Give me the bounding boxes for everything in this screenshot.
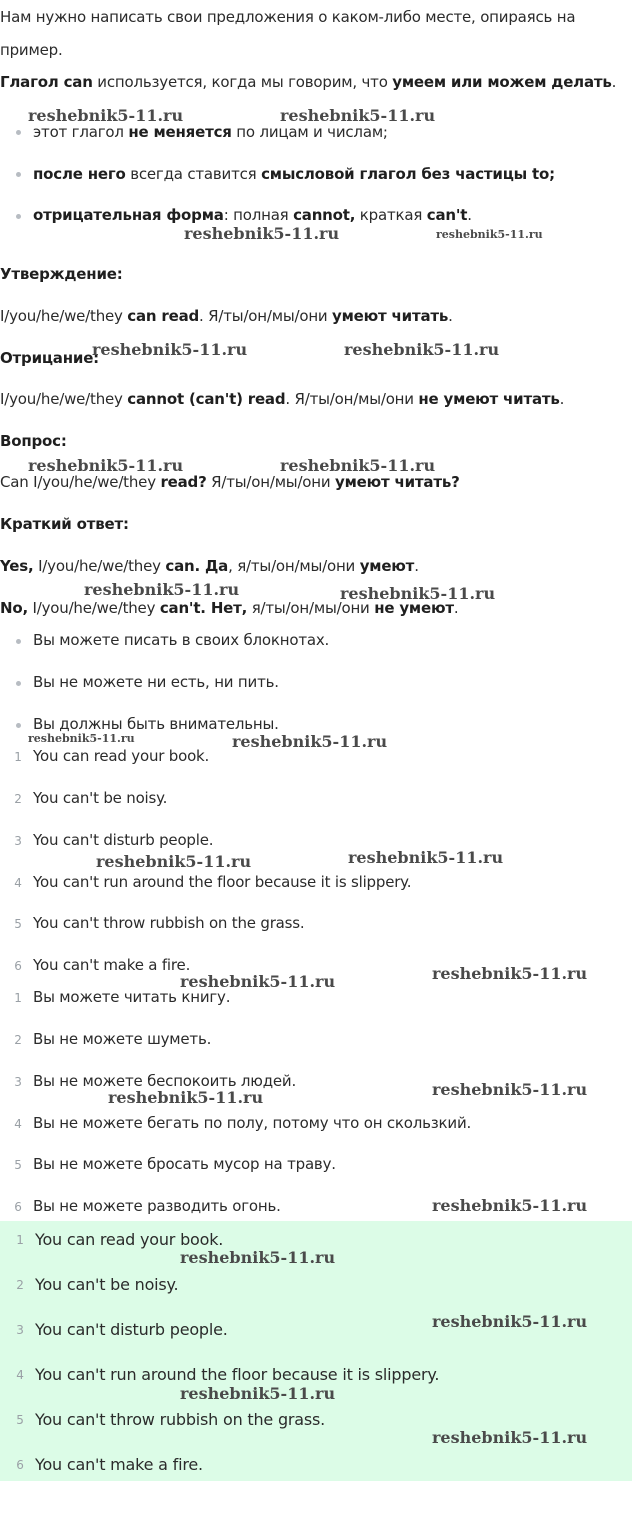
- answer-item: You can't be noisy.: [35, 1275, 179, 1294]
- list-number: 1: [14, 991, 22, 1005]
- list-item: You can't disturb people.: [33, 831, 214, 849]
- answer-item: You can read your book.: [35, 1230, 224, 1249]
- list-number: 2: [14, 1033, 22, 1047]
- watermark: reshebnik5-11.ru: [432, 1428, 588, 1447]
- bullet-item: отрицательная форма: полная cannot, краткая can't.: [33, 206, 472, 224]
- list-number: 2: [14, 792, 22, 806]
- watermark: reshebnik5-11.ru: [432, 1196, 588, 1215]
- list-item: You can't make a fire.: [33, 956, 191, 974]
- list-number: 4: [16, 1368, 24, 1382]
- list-number: 5: [14, 917, 22, 931]
- list-item: Вы не можете бегать по полу, потому что он скользкий.: [33, 1114, 472, 1132]
- watermark: reshebnik5-11.ru: [92, 340, 248, 359]
- list-item: Вы не можете беспокоить людей.: [33, 1072, 297, 1090]
- list-number: 3: [14, 1075, 22, 1089]
- example-sentence: Yes, I/you/he/we/they can. Да, я/ты/он/мы/они умеют.: [0, 557, 419, 575]
- bullet-item: этот глагол не меняется по лицам и числам;: [33, 123, 388, 141]
- rule-sentence: Глагол can используется, когда мы говорим, что умеем или можем делать.: [0, 73, 617, 91]
- section-heading: Вопрос:: [0, 432, 67, 450]
- section-heading: Утверждение:: [0, 265, 123, 283]
- watermark: reshebnik5-11.ru: [340, 584, 496, 603]
- section-heading: Отрицание:: [0, 349, 99, 367]
- watermark: reshebnik5-11.ru: [184, 224, 340, 243]
- list-number: 3: [14, 834, 22, 848]
- list-item: Вы можете читать книгу.: [33, 988, 231, 1006]
- list-number: 2: [16, 1278, 24, 1292]
- watermark: reshebnik5-11.ru: [432, 1080, 588, 1099]
- list-item: You can read your book.: [33, 747, 210, 765]
- example-sentence: I/you/he/we/they cannot (can't) read. Я/ты/он/мы/они не умеют читать.: [0, 390, 565, 408]
- watermark: reshebnik5-11.ru: [344, 340, 500, 359]
- list-item: Вы не можете бросать мусор на траву.: [33, 1155, 336, 1173]
- list-item: Вы можете писать в своих блокнотах.: [33, 631, 330, 649]
- list-item: You can't be noisy.: [33, 789, 168, 807]
- watermark: reshebnik5-11.ru: [432, 964, 588, 983]
- bullet-dot: [16, 681, 21, 686]
- list-item: You can't run around the floor because it is slippery.: [33, 873, 412, 891]
- intro-line: пример.: [0, 41, 63, 59]
- watermark: reshebnik5-11.ru: [180, 1384, 336, 1403]
- watermark: reshebnik5-11.ru: [28, 106, 184, 125]
- bullet-dot: [16, 130, 21, 135]
- list-item: Вы не можете разводить огонь.: [33, 1197, 281, 1215]
- answer-item: You can't run around the floor because it is slippery.: [35, 1365, 440, 1384]
- bullet-dot: [16, 172, 21, 177]
- bullet-dot: [16, 214, 21, 219]
- example-sentence: No, I/you/he/we/they can't. Нет, я/ты/он/мы/они не умеют.: [0, 599, 459, 617]
- answer-item: You can't disturb people.: [35, 1320, 228, 1339]
- list-item: Вы не можете ни есть, ни пить.: [33, 673, 279, 691]
- list-item: You can't throw rubbish on the grass.: [33, 914, 305, 932]
- watermark: reshebnik5-11.ru: [108, 1088, 264, 1107]
- watermark: reshebnik5-11.ru: [180, 972, 336, 991]
- watermark: reshebnik5-11.ru: [432, 1312, 588, 1331]
- example-sentence: Can I/you/he/we/they read? Я/ты/он/мы/они умеют читать?: [0, 473, 460, 491]
- list-number: 1: [14, 750, 22, 764]
- list-number: 1: [16, 1233, 24, 1247]
- watermark: reshebnik5-11.ru: [180, 1248, 336, 1267]
- bullet-dot: [16, 639, 21, 644]
- list-item: Вы не можете шуметь.: [33, 1030, 212, 1048]
- watermark: reshebnik5-11.ru: [348, 848, 504, 867]
- list-item: Вы должны быть внимательны.: [33, 715, 279, 733]
- list-number: 5: [16, 1413, 24, 1427]
- list-number: 6: [16, 1458, 24, 1472]
- example-sentence: I/you/he/we/they can read. Я/ты/он/мы/они умеют читать.: [0, 307, 453, 325]
- answer-item: You can't make a fire.: [35, 1455, 203, 1474]
- watermark: reshebnik5-11.ru: [28, 732, 135, 745]
- list-number: 3: [16, 1323, 24, 1337]
- watermark: reshebnik5-11.ru: [280, 456, 436, 475]
- list-number: 6: [14, 1200, 22, 1214]
- bullet-item: после него всегда ставится смысловой глагол без частицы to;: [33, 165, 555, 183]
- list-number: 4: [14, 876, 22, 890]
- watermark: reshebnik5-11.ru: [280, 106, 436, 125]
- list-number: 6: [14, 959, 22, 973]
- watermark: reshebnik5-11.ru: [232, 732, 388, 751]
- watermark: reshebnik5-11.ru: [436, 228, 543, 241]
- list-number: 5: [14, 1158, 22, 1172]
- watermark: reshebnik5-11.ru: [84, 580, 240, 599]
- answer-item: You can't throw rubbish on the grass.: [35, 1410, 326, 1429]
- section-heading: Краткий ответ:: [0, 515, 129, 533]
- list-number: 4: [14, 1117, 22, 1131]
- intro-line: Нам нужно написать свои предложения о каком-либо месте, опираясь на: [0, 8, 576, 26]
- watermark: reshebnik5-11.ru: [28, 456, 184, 475]
- bullet-dot: [16, 723, 21, 728]
- watermark: reshebnik5-11.ru: [96, 852, 252, 871]
